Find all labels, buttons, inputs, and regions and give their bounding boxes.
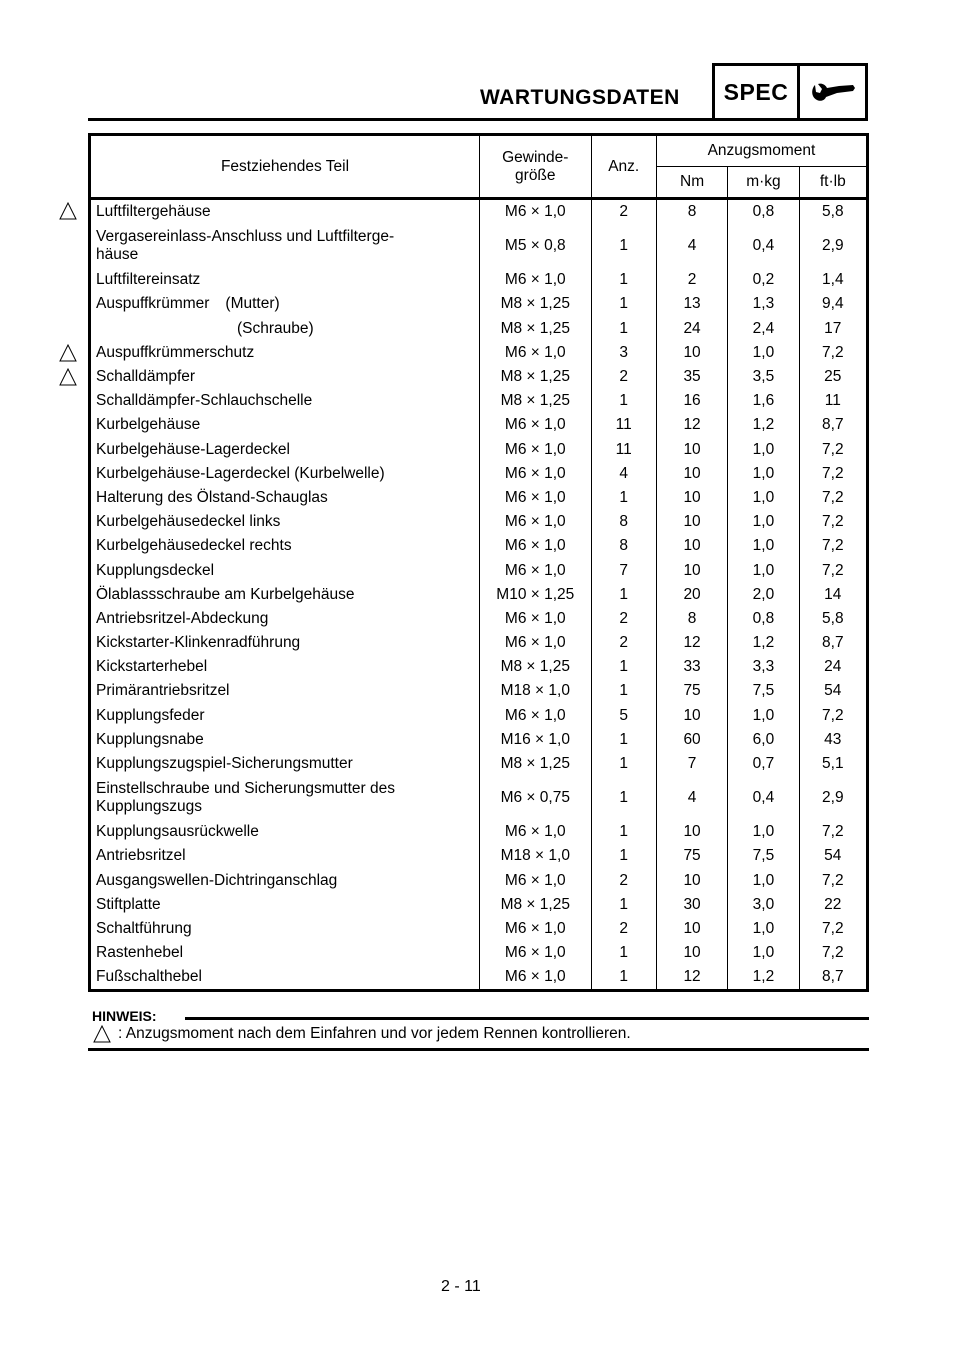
table-row: [90, 655, 868, 679]
header-nm: Nm: [656, 167, 727, 199]
header-rule: [88, 118, 712, 121]
header-icon-boxes: [712, 63, 868, 121]
cell-thread: M6 × 1,0: [480, 558, 592, 582]
table-row: [90, 776, 868, 820]
cell-ftlb: 7,2: [799, 534, 867, 558]
cell-ftlb: 5,8: [799, 199, 867, 225]
cell-mkg: 6,0: [728, 728, 799, 752]
cell-mkg: 7,5: [728, 679, 799, 703]
cell-part: Vergasereinlass-Anschluss und Luftfilterge- häuse: [90, 224, 480, 268]
cell-nm: 10: [656, 941, 727, 965]
table-row: [90, 728, 868, 752]
cell-thread: M6 × 1,0: [480, 268, 592, 292]
cell-ftlb: 54: [799, 679, 867, 703]
header-thread: Gewinde- größe: [480, 135, 592, 199]
table-row: [90, 917, 868, 941]
cell-part: Kupplungsausrückwelle: [90, 820, 480, 844]
cell-mkg: 1,0: [728, 558, 799, 582]
cell-part: Kupplungsdeckel: [90, 558, 480, 582]
cell-qty: 2: [591, 365, 656, 389]
cell-ftlb: 7,2: [799, 510, 867, 534]
cell-part: Antriebsritzel-Abdeckung: [90, 607, 480, 631]
cell-nm: 10: [656, 341, 727, 365]
cell-qty: 1: [591, 844, 656, 868]
cell-qty: 1: [591, 486, 656, 510]
cell-nm: 7: [656, 752, 727, 776]
cell-thread: M6 × 1,0: [480, 486, 592, 510]
cell-nm: 10: [656, 534, 727, 558]
cell-qty: 1: [591, 752, 656, 776]
cell-mkg: 1,0: [728, 704, 799, 728]
cell-thread: M8 × 1,25: [480, 655, 592, 679]
cell-part: Kupplungszugspiel-Sicherungsmutter: [90, 752, 480, 776]
page-number: 2 - 11: [441, 1278, 481, 1295]
note: [92, 1024, 631, 1044]
cell-nm: 8: [656, 607, 727, 631]
cell-ftlb: 8,7: [799, 965, 867, 991]
wrench-icon: [800, 66, 865, 118]
cell-nm: 10: [656, 820, 727, 844]
table-row: [90, 341, 868, 365]
cell-mkg: 2,4: [728, 317, 799, 341]
table-row: [90, 558, 868, 582]
cell-qty: 1: [591, 583, 656, 607]
table-row: [90, 413, 868, 437]
cell-qty: 5: [591, 704, 656, 728]
cell-mkg: 0,4: [728, 776, 799, 820]
cell-ftlb: 25: [799, 365, 867, 389]
cell-ftlb: 7,2: [799, 941, 867, 965]
cell-qty: 1: [591, 224, 656, 268]
cell-mkg: 1,2: [728, 413, 799, 437]
cell-qty: 2: [591, 199, 656, 225]
cell-ftlb: 7,2: [799, 341, 867, 365]
cell-part: Kurbelgehäuse-Lagerdeckel: [90, 438, 480, 462]
part-name: Auspuffkrümmer: [96, 295, 210, 313]
cell-mkg: 1,0: [728, 820, 799, 844]
cell-qty: 1: [591, 965, 656, 991]
note-rule-top: [185, 1017, 869, 1020]
cell-part: [90, 317, 480, 341]
cell-qty: 11: [591, 413, 656, 437]
note-label: HINWEIS:: [92, 1008, 157, 1024]
cell-qty: 1: [591, 317, 656, 341]
cell-ftlb: 7,2: [799, 438, 867, 462]
cell-thread: M10 × 1,25: [480, 583, 592, 607]
cell-ftlb: 14: [799, 583, 867, 607]
cell-mkg: 1,0: [728, 486, 799, 510]
cell-part: Schaltführung: [90, 917, 480, 941]
cell-mkg: 1,0: [728, 462, 799, 486]
table-row: [90, 631, 868, 655]
cell-qty: 2: [591, 869, 656, 893]
cell-part: Kickstarter-Klinkenradführung: [90, 631, 480, 655]
cell-qty: 1: [591, 893, 656, 917]
table-row: [90, 752, 868, 776]
cell-mkg: 7,5: [728, 844, 799, 868]
triangle-marker-icon: [58, 343, 78, 363]
cell-ftlb: 7,2: [799, 486, 867, 510]
cell-mkg: 1,0: [728, 941, 799, 965]
part-sub: (Schraube): [237, 319, 314, 337]
cell-mkg: 3,0: [728, 893, 799, 917]
cell-qty: 1: [591, 655, 656, 679]
cell-thread: M18 × 1,0: [480, 844, 592, 868]
cell-part: Fußschalthebel: [90, 965, 480, 991]
cell-part: Kupplungsnabe: [90, 728, 480, 752]
cell-thread: M8 × 1,25: [480, 752, 592, 776]
cell-mkg: 3,5: [728, 365, 799, 389]
cell-thread: M5 × 0,8: [480, 224, 592, 268]
cell-thread: M6 × 0,75: [480, 776, 592, 820]
cell-part: Rastenhebel: [90, 941, 480, 965]
table-row: [90, 965, 868, 991]
cell-qty: 7: [591, 558, 656, 582]
cell-part: Schalldämpfer: [90, 365, 480, 389]
table-row: [90, 268, 868, 292]
table-row: [90, 292, 868, 316]
cell-nm: 20: [656, 583, 727, 607]
cell-nm: 24: [656, 317, 727, 341]
cell-ftlb: 22: [799, 893, 867, 917]
cell-nm: 10: [656, 869, 727, 893]
cell-part: Antriebsritzel: [90, 844, 480, 868]
cell-qty: 11: [591, 438, 656, 462]
cell-qty: 4: [591, 462, 656, 486]
cell-part: Kurbelgehäuse: [90, 413, 480, 437]
cell-ftlb: 11: [799, 389, 867, 413]
triangle-marker-icon: [58, 201, 78, 221]
cell-thread: M6 × 1,0: [480, 917, 592, 941]
cell-nm: 75: [656, 679, 727, 703]
cell-qty: 1: [591, 941, 656, 965]
cell-mkg: 0,2: [728, 268, 799, 292]
cell-part: Auspuffkrümmerschutz: [90, 341, 480, 365]
cell-qty: 1: [591, 820, 656, 844]
header-ftlb: ft·lb: [799, 167, 867, 199]
cell-ftlb: 7,2: [799, 869, 867, 893]
cell-ftlb: 7,2: [799, 558, 867, 582]
cell-nm: 12: [656, 631, 727, 655]
cell-nm: 10: [656, 486, 727, 510]
cell-nm: 10: [656, 558, 727, 582]
cell-qty: 1: [591, 728, 656, 752]
table-row: [90, 869, 868, 893]
cell-part: Kupplungsfeder: [90, 704, 480, 728]
cell-nm: 12: [656, 965, 727, 991]
cell-mkg: 1,0: [728, 917, 799, 941]
cell-part: Ausgangswellen-Dichtringanschlag: [90, 869, 480, 893]
cell-mkg: 3,3: [728, 655, 799, 679]
cell-part: Stiftplatte: [90, 893, 480, 917]
cell-mkg: 1,0: [728, 869, 799, 893]
table-row: [90, 486, 868, 510]
cell-qty: 8: [591, 510, 656, 534]
table-row: [90, 365, 868, 389]
cell-ftlb: 1,4: [799, 268, 867, 292]
cell-nm: 10: [656, 438, 727, 462]
cell-thread: M6 × 1,0: [480, 413, 592, 437]
cell-mkg: 2,0: [728, 583, 799, 607]
cell-nm: 75: [656, 844, 727, 868]
cell-part: Luftfiltergehäuse: [90, 199, 480, 225]
cell-qty: 8: [591, 534, 656, 558]
cell-part: Kurbelgehäusedeckel rechts: [90, 534, 480, 558]
cell-nm: 2: [656, 268, 727, 292]
cell-thread: M6 × 1,0: [480, 534, 592, 558]
cell-qty: 3: [591, 341, 656, 365]
table-row: [90, 844, 868, 868]
table-row: [90, 199, 868, 225]
cell-qty: 2: [591, 631, 656, 655]
table-row: [90, 534, 868, 558]
cell-nm: 10: [656, 462, 727, 486]
cell-part: Luftfiltereinsatz: [90, 268, 480, 292]
cell-nm: 10: [656, 917, 727, 941]
cell-mkg: 0,7: [728, 752, 799, 776]
cell-ftlb: 5,8: [799, 607, 867, 631]
cell-qty: 2: [591, 607, 656, 631]
cell-ftlb: 54: [799, 844, 867, 868]
table-row: [90, 224, 868, 268]
table-row: [90, 941, 868, 965]
cell-qty: 1: [591, 292, 656, 316]
table-row: [90, 820, 868, 844]
cell-mkg: 1,6: [728, 389, 799, 413]
cell-ftlb: 24: [799, 655, 867, 679]
cell-ftlb: 2,9: [799, 776, 867, 820]
cell-thread: M8 × 1,25: [480, 317, 592, 341]
cell-part: Primärantriebsritzel: [90, 679, 480, 703]
cell-ftlb: 7,2: [799, 820, 867, 844]
cell-ftlb: 17: [799, 317, 867, 341]
header-qty: Anz.: [591, 135, 656, 199]
cell-qty: 1: [591, 679, 656, 703]
table-body: [90, 199, 868, 991]
table-row: [90, 679, 868, 703]
table-row: [90, 510, 868, 534]
cell-ftlb: 7,2: [799, 917, 867, 941]
cell-mkg: 1,2: [728, 631, 799, 655]
cell-nm: 30: [656, 893, 727, 917]
header-torque: Anzugsmoment: [656, 135, 867, 167]
table-row: [90, 607, 868, 631]
cell-ftlb: 5,1: [799, 752, 867, 776]
cell-nm: 8: [656, 199, 727, 225]
cell-thread: M6 × 1,0: [480, 631, 592, 655]
cell-qty: 1: [591, 776, 656, 820]
cell-thread: M8 × 1,25: [480, 893, 592, 917]
triangle-marker-icon: [58, 367, 78, 387]
cell-part: Ölablassschraube am Kurbelgehäuse: [90, 583, 480, 607]
cell-mkg: 1,0: [728, 341, 799, 365]
cell-part: Kurbelgehäusedeckel links: [90, 510, 480, 534]
cell-thread: M6 × 1,0: [480, 869, 592, 893]
page-title: WARTUNGSDATEN: [480, 86, 680, 109]
cell-thread: M8 × 1,25: [480, 389, 592, 413]
cell-thread: M8 × 1,25: [480, 292, 592, 316]
cell-thread: M6 × 1,0: [480, 941, 592, 965]
cell-thread: M8 × 1,25: [480, 365, 592, 389]
spec-label: SPEC: [715, 66, 800, 118]
cell-ftlb: 9,4: [799, 292, 867, 316]
cell-thread: M6 × 1,0: [480, 607, 592, 631]
cell-thread: M6 × 1,0: [480, 199, 592, 225]
cell-nm: 60: [656, 728, 727, 752]
table-row: [90, 438, 868, 462]
table-row: [90, 462, 868, 486]
cell-nm: 16: [656, 389, 727, 413]
cell-nm: 10: [656, 704, 727, 728]
header-mkg: m·kg: [728, 167, 799, 199]
cell-mkg: 1,3: [728, 292, 799, 316]
table-row: [90, 583, 868, 607]
cell-nm: 10: [656, 510, 727, 534]
cell-part: Schalldämpfer-Schlauchschelle: [90, 389, 480, 413]
cell-thread: M6 × 1,0: [480, 341, 592, 365]
cell-part: Kickstarterhebel: [90, 655, 480, 679]
note-text: : Anzugsmoment nach dem Einfahren und vor jedem Rennen kontrollieren.: [118, 1025, 631, 1042]
cell-thread: M6 × 1,0: [480, 820, 592, 844]
cell-thread: M18 × 1,0: [480, 679, 592, 703]
cell-thread: M6 × 1,0: [480, 438, 592, 462]
cell-qty: 1: [591, 268, 656, 292]
cell-mkg: 0,4: [728, 224, 799, 268]
header-part: Festziehendes Teil: [90, 135, 480, 199]
cell-ftlb: 8,7: [799, 413, 867, 437]
cell-nm: 35: [656, 365, 727, 389]
cell-ftlb: 2,9: [799, 224, 867, 268]
note-rule-bottom: [88, 1048, 869, 1051]
cell-part: Halterung des Ölstand-Schauglas: [90, 486, 480, 510]
cell-part: Einstellschraube und Sicherungsmutter des Kupplungszugs: [90, 776, 480, 820]
cell-nm: 12: [656, 413, 727, 437]
cell-nm: 4: [656, 224, 727, 268]
triangle-marker-icon: [92, 1024, 112, 1044]
cell-mkg: 1,0: [728, 534, 799, 558]
cell-thread: M6 × 1,0: [480, 704, 592, 728]
cell-thread: M6 × 1,0: [480, 462, 592, 486]
cell-qty: 1: [591, 389, 656, 413]
cell-ftlb: 7,2: [799, 462, 867, 486]
cell-nm: 4: [656, 776, 727, 820]
cell-thread: M16 × 1,0: [480, 728, 592, 752]
cell-part: Kurbelgehäuse-Lagerdeckel (Kurbelwelle): [90, 462, 480, 486]
torque-table: [88, 133, 869, 992]
cell-mkg: 1,0: [728, 510, 799, 534]
table-row: [90, 389, 868, 413]
cell-mkg: 0,8: [728, 199, 799, 225]
cell-mkg: 1,2: [728, 965, 799, 991]
cell-mkg: 0,8: [728, 607, 799, 631]
table-row: [90, 893, 868, 917]
part-sub: (Mutter): [225, 295, 280, 313]
cell-part: [90, 292, 480, 316]
cell-nm: 13: [656, 292, 727, 316]
cell-qty: 2: [591, 917, 656, 941]
cell-thread: M6 × 1,0: [480, 510, 592, 534]
cell-mkg: 1,0: [728, 438, 799, 462]
cell-ftlb: 43: [799, 728, 867, 752]
cell-nm: 33: [656, 655, 727, 679]
cell-ftlb: 7,2: [799, 704, 867, 728]
table-row: [90, 317, 868, 341]
table-row: [90, 704, 868, 728]
cell-ftlb: 8,7: [799, 631, 867, 655]
cell-thread: M6 × 1,0: [480, 965, 592, 991]
